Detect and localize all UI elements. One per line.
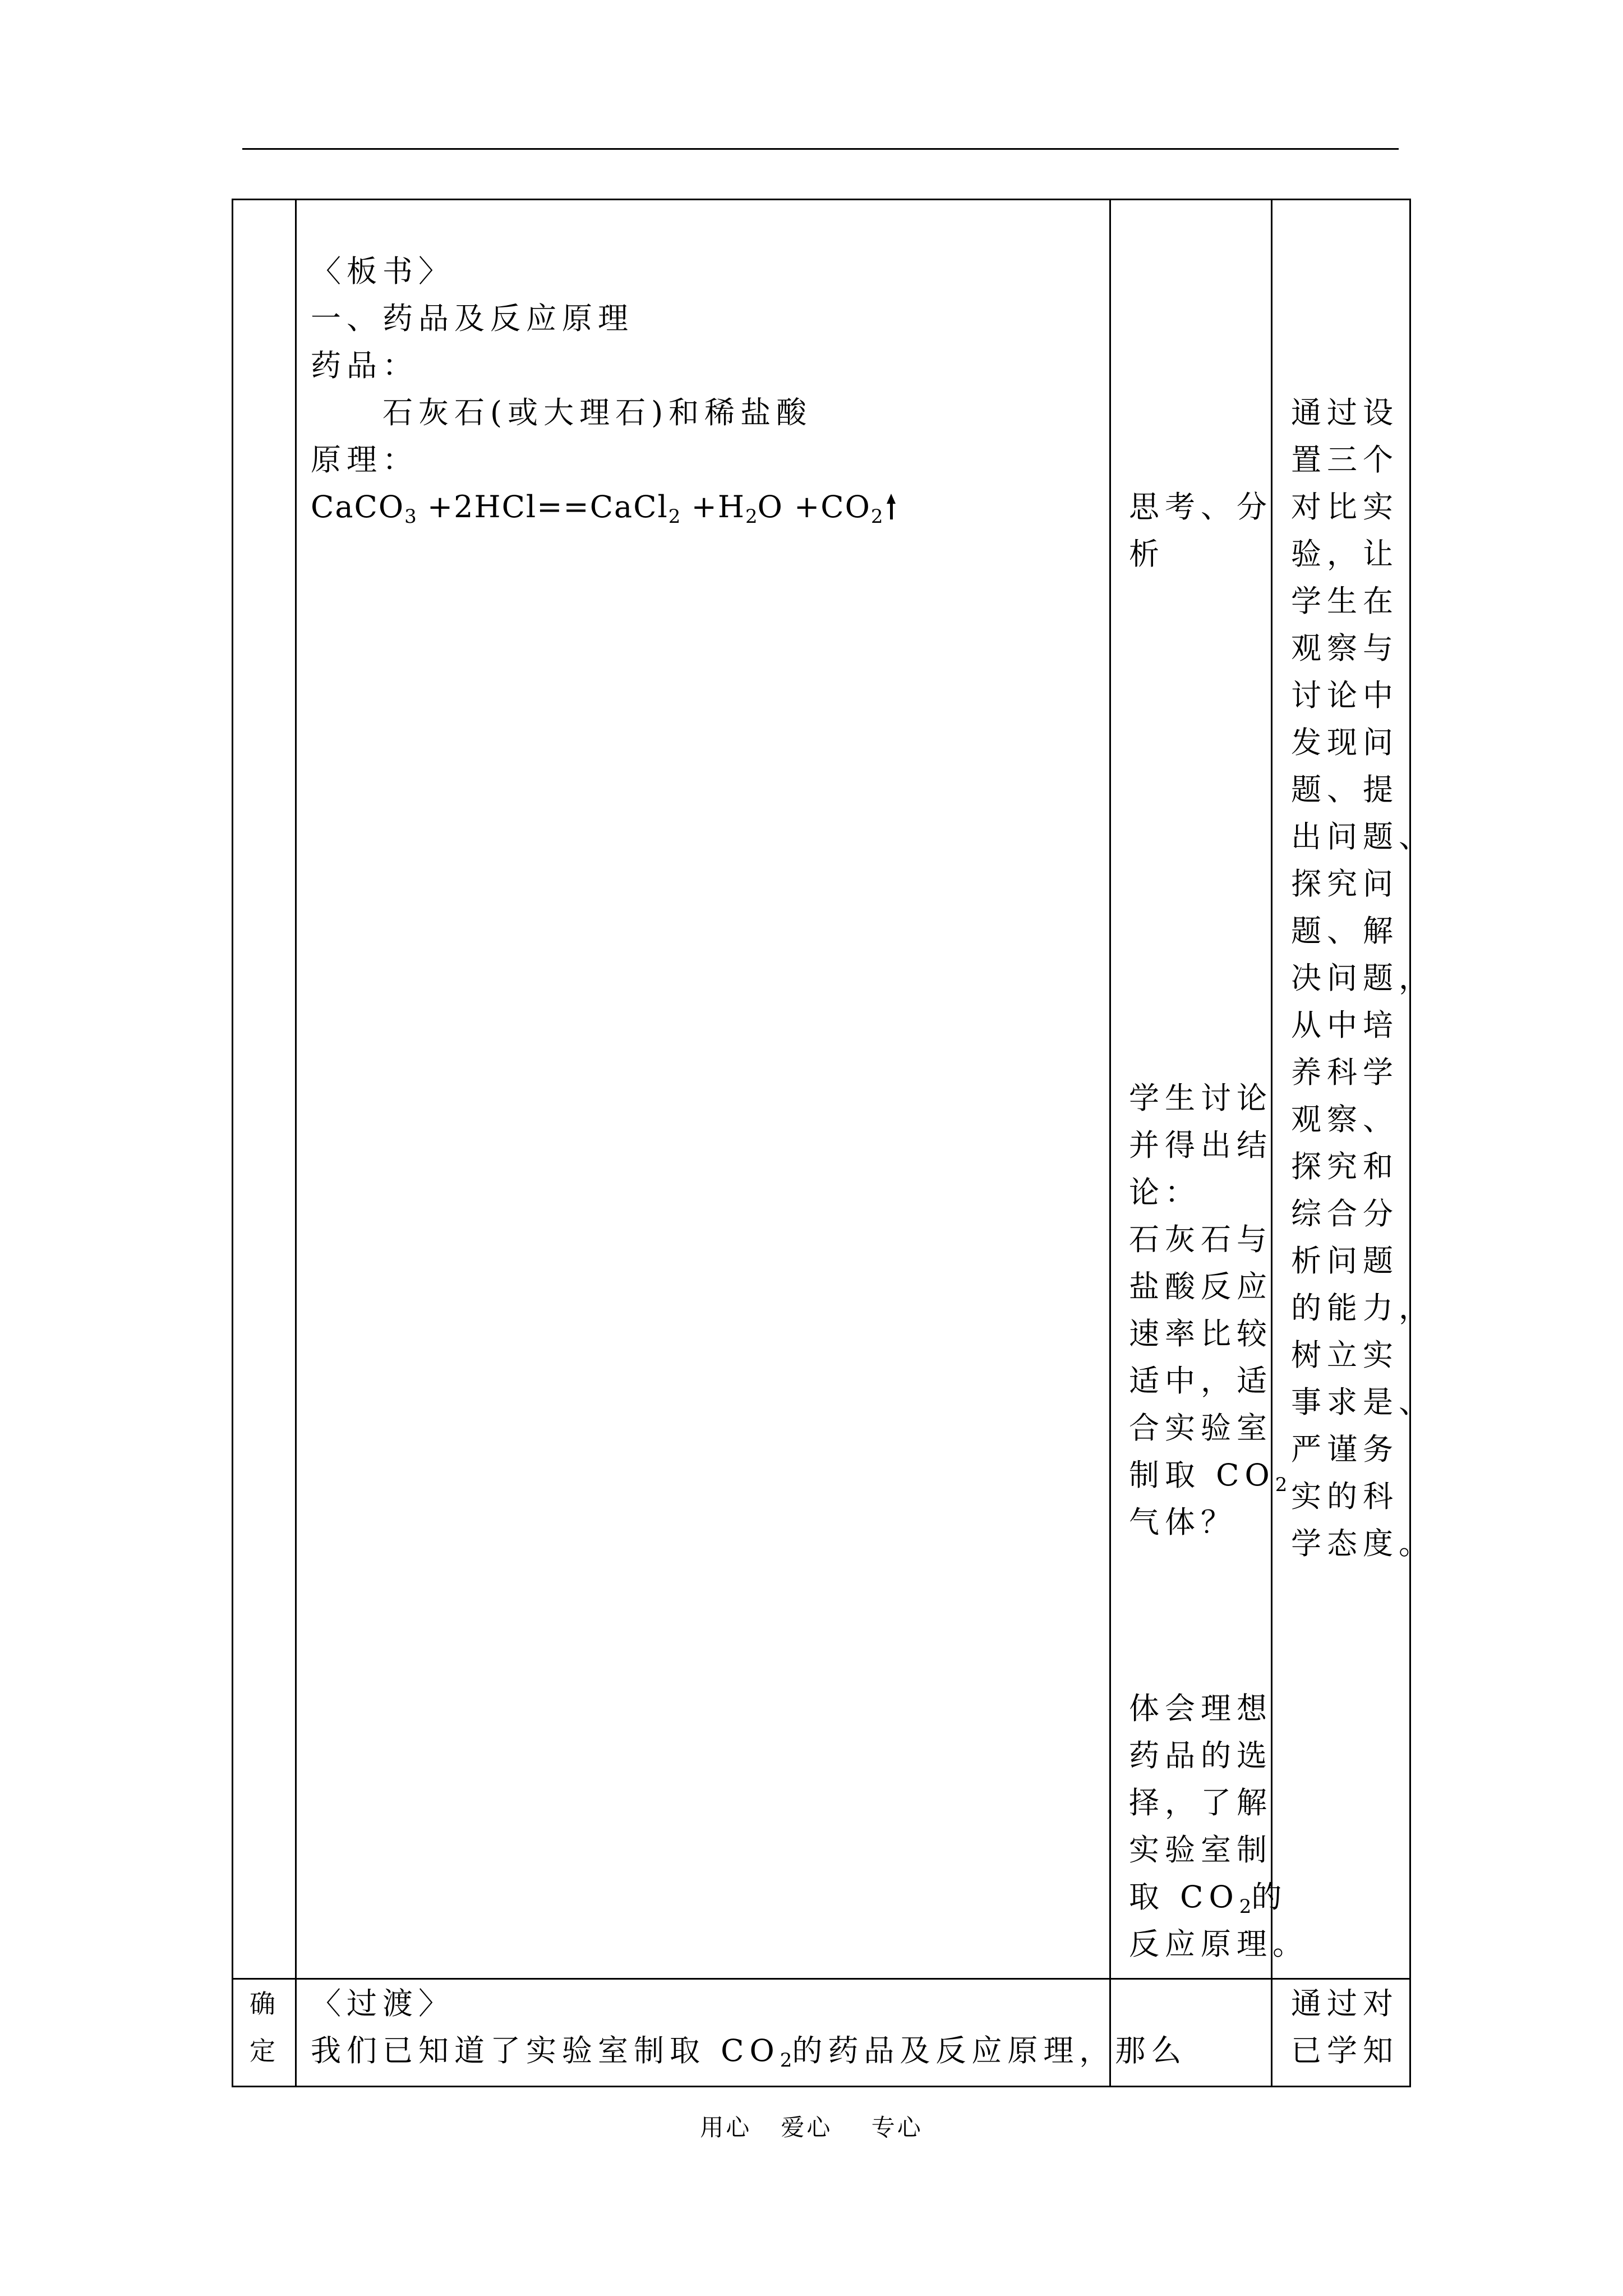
drugs-label: 药品： xyxy=(311,348,418,383)
transition-label: 〈过渡〉 xyxy=(311,1986,454,2021)
lesson-plan-table xyxy=(232,199,1435,2087)
student-think: 思考、分 析 xyxy=(1129,489,1272,572)
section-heading: 一、药品及反应原理 xyxy=(311,301,634,336)
column-divider-teacher xyxy=(1109,199,1111,2087)
table-border-left xyxy=(232,199,233,2087)
row1-teacher-cell xyxy=(311,248,896,531)
reaction-equation: CaCO$_3$ +2HCl==CaCl$_2$ $+H_2O +CO_2$ xyxy=(311,484,896,531)
table-border-top xyxy=(232,199,1411,200)
student-experience: 体会理想 药品的选 择，了解 实验室制 取 $CO_2$的 反应原理。 xyxy=(1129,1691,1308,1962)
page-footer: 用心 爱心 专心 xyxy=(700,2114,923,2141)
row2-teacher-cell xyxy=(311,1980,1187,2074)
board-label: 〈板书〉 xyxy=(311,254,454,289)
header-rule xyxy=(242,148,1399,150)
table-border-bottom xyxy=(232,2086,1411,2087)
row2-intent-cell: 通过对 已学知 xyxy=(1291,1986,1399,2068)
row2-stage-cell: 确 定 xyxy=(250,1989,275,2066)
gas-arrow-up-icon xyxy=(887,494,896,519)
student-discussion: 学生讨论 并得出结 论： 石灰石与 盐酸反应 速率比较 适中，适 合实验室 制取 $CO_2$ 气体？ xyxy=(1129,1080,1288,1540)
column-divider-stage xyxy=(295,199,297,2087)
row-divider xyxy=(232,1978,1411,1980)
transition-text: 我们已知道了实验室制取 $CO_2$的药品及反应原理，那么 xyxy=(311,2033,1187,2072)
drugs-text: 石灰石(或大理石)和稀盐酸 xyxy=(382,395,813,430)
design-intent-cell: 通过设 置三个 对比实 验，让 学生在 观察与 讨论中 发现问 题、提 出问题、 探究问 题、解 决问题， 从中培 养科学 观察、 探究和 综合分 析问题 的能力， 树立实 事求是、 严谨务 实的科 学态度。 xyxy=(1291,395,1435,1561)
principle-label: 原理： xyxy=(311,442,418,477)
